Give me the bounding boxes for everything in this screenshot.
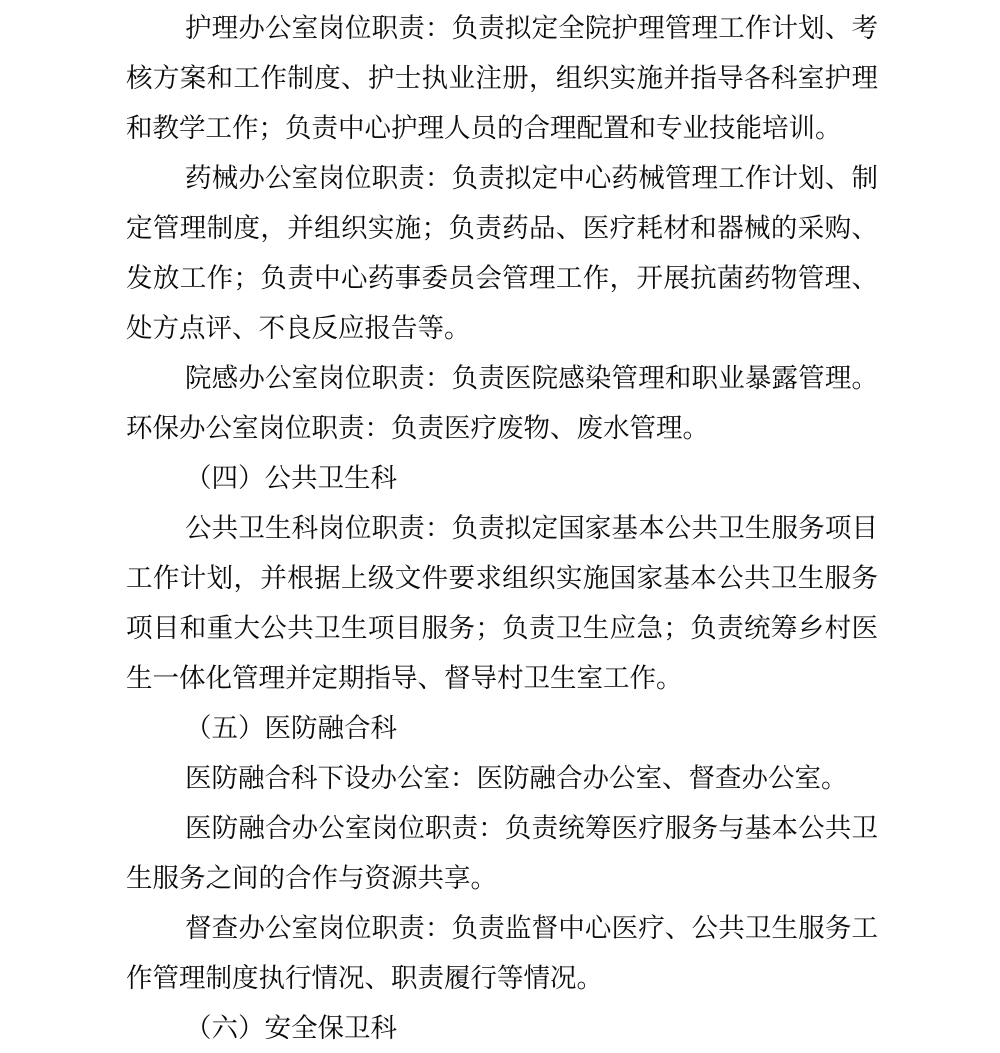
paragraph-supervision-office-duties: 督查办公室岗位职责：负责监督中心医疗、公共卫生服务工作管理制度执行情况、职责履行等情况。 [126, 913, 878, 993]
paragraph-medical-prevention-integration-offices: 医防融合科下设办公室：医防融合办公室、督查办公室。 [185, 763, 848, 793]
paragraph-public-health-dept-duties: 公共卫生科岗位职责：负责拟定国家基本公共卫生服务项目工作计划，并根据上级文件要求组织实施国家基本公共卫生服务项目和重大公共卫生项目服务；负责卫生应急；负责统筹乡村医生一体化管理并定期指导、督导村卫生室工作。 [126, 513, 878, 693]
section-heading-public-health-dept: （四）公共卫生科 [185, 463, 397, 493]
paragraph-pharmacy-device-office-duties: 药械办公室岗位职责：负责拟定中心药械管理工作计划、制定管理制度，并组织实施；负责药品、医疗耗材和器械的采购、发放工作；负责中心药事委员会管理工作，开展抗菌药物管理、处方点评、不良反应报告等。 [126, 163, 878, 343]
section-heading-security-dept: （六）安全保卫科 [185, 1013, 397, 1043]
paragraph-nursing-office-duties: 护理办公室岗位职责：负责拟定全院护理管理工作计划、考核方案和工作制度、护士执业注册，组织实施并指导各科室护理和教学工作；负责中心护理人员的合理配置和专业技能培训。 [126, 13, 878, 143]
paragraph-medical-prevention-integration-office-duties: 医防融合办公室岗位职责：负责统筹医疗服务与基本公共卫生服务之间的合作与资源共享。 [126, 813, 878, 893]
section-heading-medical-prevention-integration-dept: （五）医防融合科 [185, 713, 397, 743]
paragraph-infection-environment-office-duties: 院感办公室岗位职责：负责医院感染管理和职业暴露管理。环保办公室岗位职责：负责医疗废物、废水管理。 [126, 363, 878, 443]
document-text-block [126, 3, 878, 1053]
